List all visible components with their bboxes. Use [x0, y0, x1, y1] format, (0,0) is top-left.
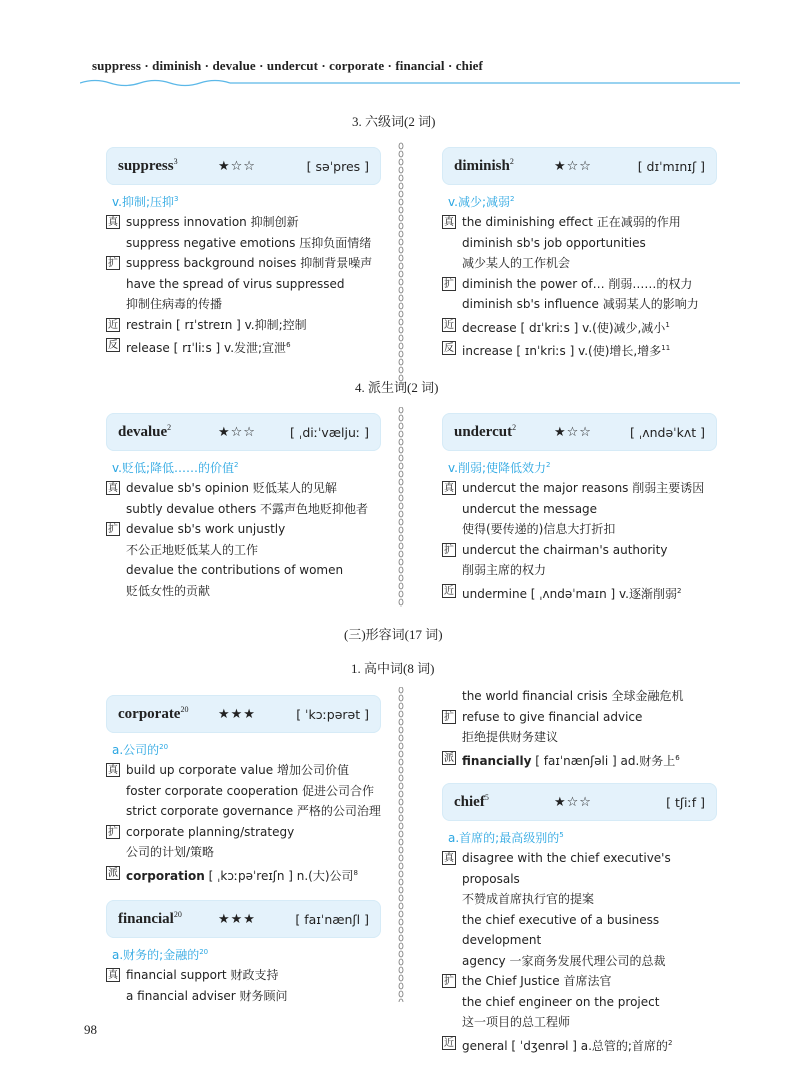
entry-undercut — [442, 413, 717, 604]
synonym-line: 近 decrease [ dɪˈkriːs ] v.(使)减少,减小$^1$ — [444, 319, 670, 335]
example-line: have the spread of virus suppressed — [126, 276, 345, 291]
example-line: 减少某人的工作机会 — [462, 256, 571, 270]
rating-stars: ★★★ — [218, 706, 256, 722]
example-line: 抑制住病毒的传播 — [126, 297, 223, 311]
entry-diminish — [442, 147, 717, 362]
example-line: strict corporate governance 严格的公司治理 — [126, 804, 381, 818]
example-line: 真 build up corporate value 增加公司价值 — [108, 763, 349, 777]
example-line: a financial adviser 财务顾问 — [126, 988, 288, 1003]
pronunciation: [ ˌdiːˈvæljuː ] — [290, 424, 369, 440]
pronunciation: [ dɪˈmɪnɪʃ ] — [637, 158, 705, 174]
section-title-adjectives: (三)形容词(17 词) — [344, 627, 443, 642]
example-line: 使得(要传递的)信息大打折扣 — [462, 522, 616, 536]
word-card — [442, 413, 717, 451]
example-line: 不赞成首席执行官的提案 — [462, 892, 595, 906]
column-divider — [397, 142, 405, 1002]
synonym-line: 近 undermine [ ˌʌndəˈmaɪn ] v.逐渐削弱$^2$ — [444, 585, 682, 601]
real-exam-mark: 真 — [444, 483, 454, 494]
example-line: the world financial crisis 全球金融危机 — [462, 689, 684, 703]
headword: chief$^5$ — [454, 793, 489, 810]
part-of-speech: v.减少;减弱$^2$ — [448, 195, 515, 209]
synonym-mark: 近 — [444, 319, 454, 331]
section-title-derived: 4. 派生词(2 词) — [355, 380, 439, 395]
example-line: 真 devalue sb's opinion 贬低某人的见解 — [108, 481, 337, 495]
word-card — [106, 900, 381, 938]
rating-stars: ★☆☆ — [554, 424, 592, 440]
real-exam-mark: 真 — [444, 853, 454, 864]
example-line: 扩 diminish the power of… 削弱……的权力 — [444, 276, 693, 291]
example-line: agency 一家商务发展代理公司的总裁 — [462, 953, 666, 968]
expand-mark: 扩 — [108, 258, 118, 269]
word-card — [442, 783, 717, 821]
example-line: 真 financial support 财政支持 — [108, 968, 279, 982]
part-of-speech: v.抑制;压抑$^3$ — [112, 195, 179, 209]
antonym-mark: 反 — [108, 340, 118, 351]
headword: undercut$^2$ — [454, 423, 517, 440]
antonym-mark: 反 — [444, 343, 454, 354]
example-line: diminish sb's job opportunities — [462, 235, 646, 250]
pronunciation: [ tʃiːf ] — [666, 794, 705, 810]
rating-stars: ★★★ — [218, 911, 256, 927]
example-line: 这一项目的总工程师 — [462, 1015, 571, 1029]
rating-stars: ★☆☆ — [218, 424, 256, 440]
entry-devalue — [106, 413, 381, 601]
real-exam-mark: 真 — [108, 217, 118, 228]
derivative-line: 派 corporation [ ˌkɔːpəˈreɪʃn ] n.(大)公司$^8$ — [108, 867, 358, 883]
antonym-line: 反 release [ rɪˈliːs ] v.发泄;宣泄$^6$ — [108, 340, 291, 355]
example-line: 扩 suppress background noises 抑制背景噪声 — [108, 256, 373, 270]
example-line: 拒绝提供财务建议 — [462, 730, 559, 744]
synonym-line: 近 restrain [ rɪˈstreɪn ] v.抑制;控制 — [108, 317, 307, 332]
example-line: 扩 devalue sb's work unjustly — [108, 522, 286, 536]
entry-financial-continued — [442, 686, 722, 771]
example-line: 真 disagree with the chief executive's proposals — [444, 851, 671, 886]
example-line: 扩 undercut the chairman's authority — [444, 542, 668, 557]
example-line: 扩 corporate planning/strategy — [108, 824, 295, 839]
example-line: suppress negative emotions 压抑负面情绪 — [126, 235, 372, 250]
part-of-speech: v.贬低;降低……的价值$^2$ — [112, 461, 239, 475]
example-line: devalue the contributions of women — [126, 563, 344, 577]
expand-mark: 扩 — [444, 711, 454, 723]
rating-stars: ★☆☆ — [554, 158, 592, 174]
word-card — [106, 695, 381, 733]
page-number: 98 — [84, 1022, 97, 1037]
part-of-speech: a.公司的$^{20}$ — [112, 743, 169, 757]
header-wave-line — [80, 78, 740, 88]
pronunciation: [ səˈpres ] — [306, 158, 369, 174]
part-of-speech: a.首席的;最高级别的$^5$ — [448, 831, 564, 845]
headword: corporate$^{20}$ — [118, 705, 189, 722]
word-card — [106, 413, 381, 451]
running-header: suppress · diminish · devalue · undercut · corporate · financial · chief — [92, 58, 483, 73]
synonym-mark: 近 — [108, 319, 118, 331]
entry-financial — [106, 900, 381, 1006]
part-of-speech: a.财务的;金融的$^{20}$ — [112, 948, 209, 962]
pronunciation: [ ˈkɔːpərət ] — [296, 706, 369, 722]
word-card — [106, 147, 381, 185]
rating-stars: ★☆☆ — [218, 158, 256, 174]
expand-mark: 扩 — [108, 524, 118, 535]
example-line: the chief engineer on the project — [462, 994, 660, 1009]
example-line: 贬低女性的贡献 — [126, 583, 211, 598]
example-line: 公司的计划/策略 — [126, 845, 215, 859]
real-exam-mark: 真 — [108, 483, 118, 494]
example-line: undercut the message — [462, 501, 598, 516]
example-line: diminish sb's influence 减弱某人的影响力 — [462, 297, 699, 311]
example-line: 真 undercut the major reasons 削弱主要诱因 — [444, 481, 705, 495]
part-of-speech: v.削弱;使降低效力$^2$ — [448, 461, 551, 475]
synonym-mark: 近 — [444, 585, 454, 597]
expand-mark: 扩 — [444, 976, 454, 987]
derivative-mark: 派 — [108, 867, 118, 879]
section-title-high-school: 1. 高中词(8 词) — [351, 661, 435, 676]
synonym-line: 近 general [ ˈdʒenrəl ] a.总管的;首席的$^2$ — [444, 1037, 673, 1053]
example-line: 扩 refuse to give financial advice — [444, 709, 643, 724]
headword: financial$^{20}$ — [118, 910, 182, 927]
entry-chief — [442, 783, 717, 1056]
expand-mark: 扩 — [444, 544, 454, 556]
example-line: 不公正地贬低某人的工作 — [126, 542, 259, 557]
headword: devalue$^2$ — [118, 423, 172, 440]
section-title-6-level: 3. 六级词(2 词) — [352, 114, 436, 129]
example-line: 真 suppress innovation 抑制创新 — [108, 215, 299, 229]
example-line: foster corporate cooperation 促进公司合作 — [126, 783, 375, 798]
word-card — [442, 147, 717, 185]
headword: suppress$^3$ — [118, 157, 178, 174]
entry-suppress — [106, 147, 381, 359]
example-line: 削弱主席的权力 — [462, 563, 547, 577]
real-exam-mark: 真 — [444, 217, 454, 228]
derivative-mark: 派 — [444, 752, 454, 764]
expand-mark: 扩 — [108, 826, 118, 838]
example-line: the chief executive of a business development — [462, 912, 660, 947]
example-line: 扩 the Chief Justice 首席法官 — [444, 974, 612, 988]
expand-mark: 扩 — [444, 278, 454, 290]
antonym-line: 反 increase [ ɪnˈkriːs ] v.(使)增长,增多$^{11}$ — [444, 343, 671, 358]
synonym-mark: 近 — [444, 1037, 454, 1049]
real-exam-mark: 真 — [108, 970, 118, 981]
real-exam-mark: 真 — [108, 765, 118, 776]
rating-stars: ★☆☆ — [554, 794, 592, 810]
entry-corporate — [106, 695, 381, 886]
pronunciation: [ faɪˈnænʃl ] — [295, 911, 369, 927]
example-line: subtly devalue others 不露声色地贬抑他者 — [126, 501, 369, 516]
derivative-line: 派 financially [ faɪˈnænʃəli ] ad.财务上$^6$ — [444, 752, 680, 768]
pronunciation: [ ˌʌndəˈkʌt ] — [629, 424, 705, 440]
example-line: 真 the diminishing effect 正在减弱的作用 — [444, 215, 681, 229]
headword: diminish$^2$ — [454, 157, 514, 174]
